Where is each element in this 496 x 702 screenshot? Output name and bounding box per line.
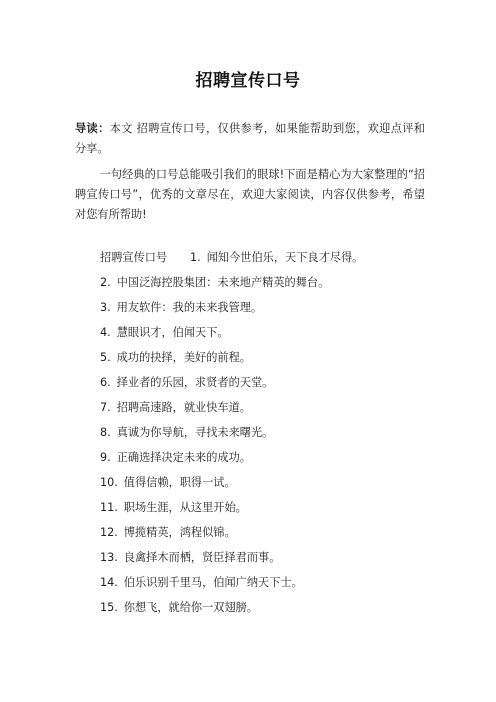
slogan-number: 10. xyxy=(100,476,118,489)
slogan-item xyxy=(100,370,363,395)
slogan-text: 中国泛海控股集团：未来地产精英的舞台。 xyxy=(116,276,330,289)
slogan-number: 4. xyxy=(100,326,111,339)
intro-lead: 导读： xyxy=(75,122,110,135)
slogan-number: 9. xyxy=(100,451,111,464)
slogan-number: 11. xyxy=(100,501,118,514)
slogan-number: 2. xyxy=(100,276,111,289)
list-heading: 招聘宣传口号 xyxy=(100,251,168,264)
slogan-number: 3. xyxy=(100,301,111,314)
slogan-text: 成功的抉择，美好的前程。 xyxy=(116,351,251,364)
slogan-number: 7. xyxy=(100,401,111,414)
slogan-number: 15. xyxy=(100,601,118,614)
slogan-text: 你想飞，就给你一双翅膀。 xyxy=(123,601,259,614)
slogan-text: 良禽择木而栖，贤臣择君而事。 xyxy=(123,551,281,564)
slogan-item xyxy=(100,545,363,570)
slogan-item xyxy=(100,520,363,545)
slogan-number: 1. xyxy=(190,251,201,264)
slogan-number: 8. xyxy=(100,426,111,439)
slogan-item xyxy=(100,395,363,420)
slogan-number: 6. xyxy=(100,376,111,389)
intro-paragraph xyxy=(75,119,425,159)
body-paragraph: 一句经典的口号总能吸引我们的眼球!下面是精心为大家整理的“招聘宣传口号”，优秀的文章尽在，欢迎大家阅读，内容仅供参考，希望对您有所帮助! xyxy=(75,168,425,221)
slogan-number: 14. xyxy=(100,576,118,589)
slogan-item xyxy=(100,570,363,595)
slogan-list xyxy=(100,245,363,620)
slogan-item xyxy=(100,420,363,445)
slogan-text: 招聘高速路，就业快车道。 xyxy=(116,401,251,414)
slogan-text: 伯乐识别千里马，伯闻广纳天下士。 xyxy=(123,576,303,589)
document-title: 招聘宣传口号 xyxy=(195,71,301,91)
slogan-item xyxy=(100,320,363,345)
slogan-text: 择业者的乐园，求贤者的天堂。 xyxy=(116,376,274,389)
slogan-item xyxy=(100,495,363,520)
slogan-text: 真诚为你导航，寻找未来曙光。 xyxy=(116,426,274,439)
slogan-item xyxy=(100,245,363,270)
slogan-item xyxy=(100,470,363,495)
intro-text: 本文 招聘宣传口号，仅供参考，如果能帮助到您，欢迎点评和分享。 xyxy=(75,122,425,155)
slogan-item xyxy=(100,595,363,620)
slogan-item xyxy=(100,445,363,470)
slogan-text: 用友软件：我的未来我管理。 xyxy=(116,301,263,314)
slogan-number: 12. xyxy=(100,526,118,539)
slogan-text: 闻知今世伯乐，天下良才尽得。 xyxy=(206,251,364,264)
slogan-number: 13. xyxy=(100,551,118,564)
slogan-text: 正确选择决定未来的成功。 xyxy=(116,451,251,464)
slogan-text: 值得信赖，职得一试。 xyxy=(123,476,236,489)
slogan-item xyxy=(100,270,363,295)
slogan-text: 职场生涯，从这里开始。 xyxy=(123,501,247,514)
slogan-text: 慧眼识才，伯闻天下。 xyxy=(116,326,229,339)
slogan-item xyxy=(100,295,363,320)
slogan-number: 5. xyxy=(100,351,111,364)
slogan-text: 博揽精英，鸿程似锦。 xyxy=(123,526,236,539)
slogan-item xyxy=(100,345,363,370)
